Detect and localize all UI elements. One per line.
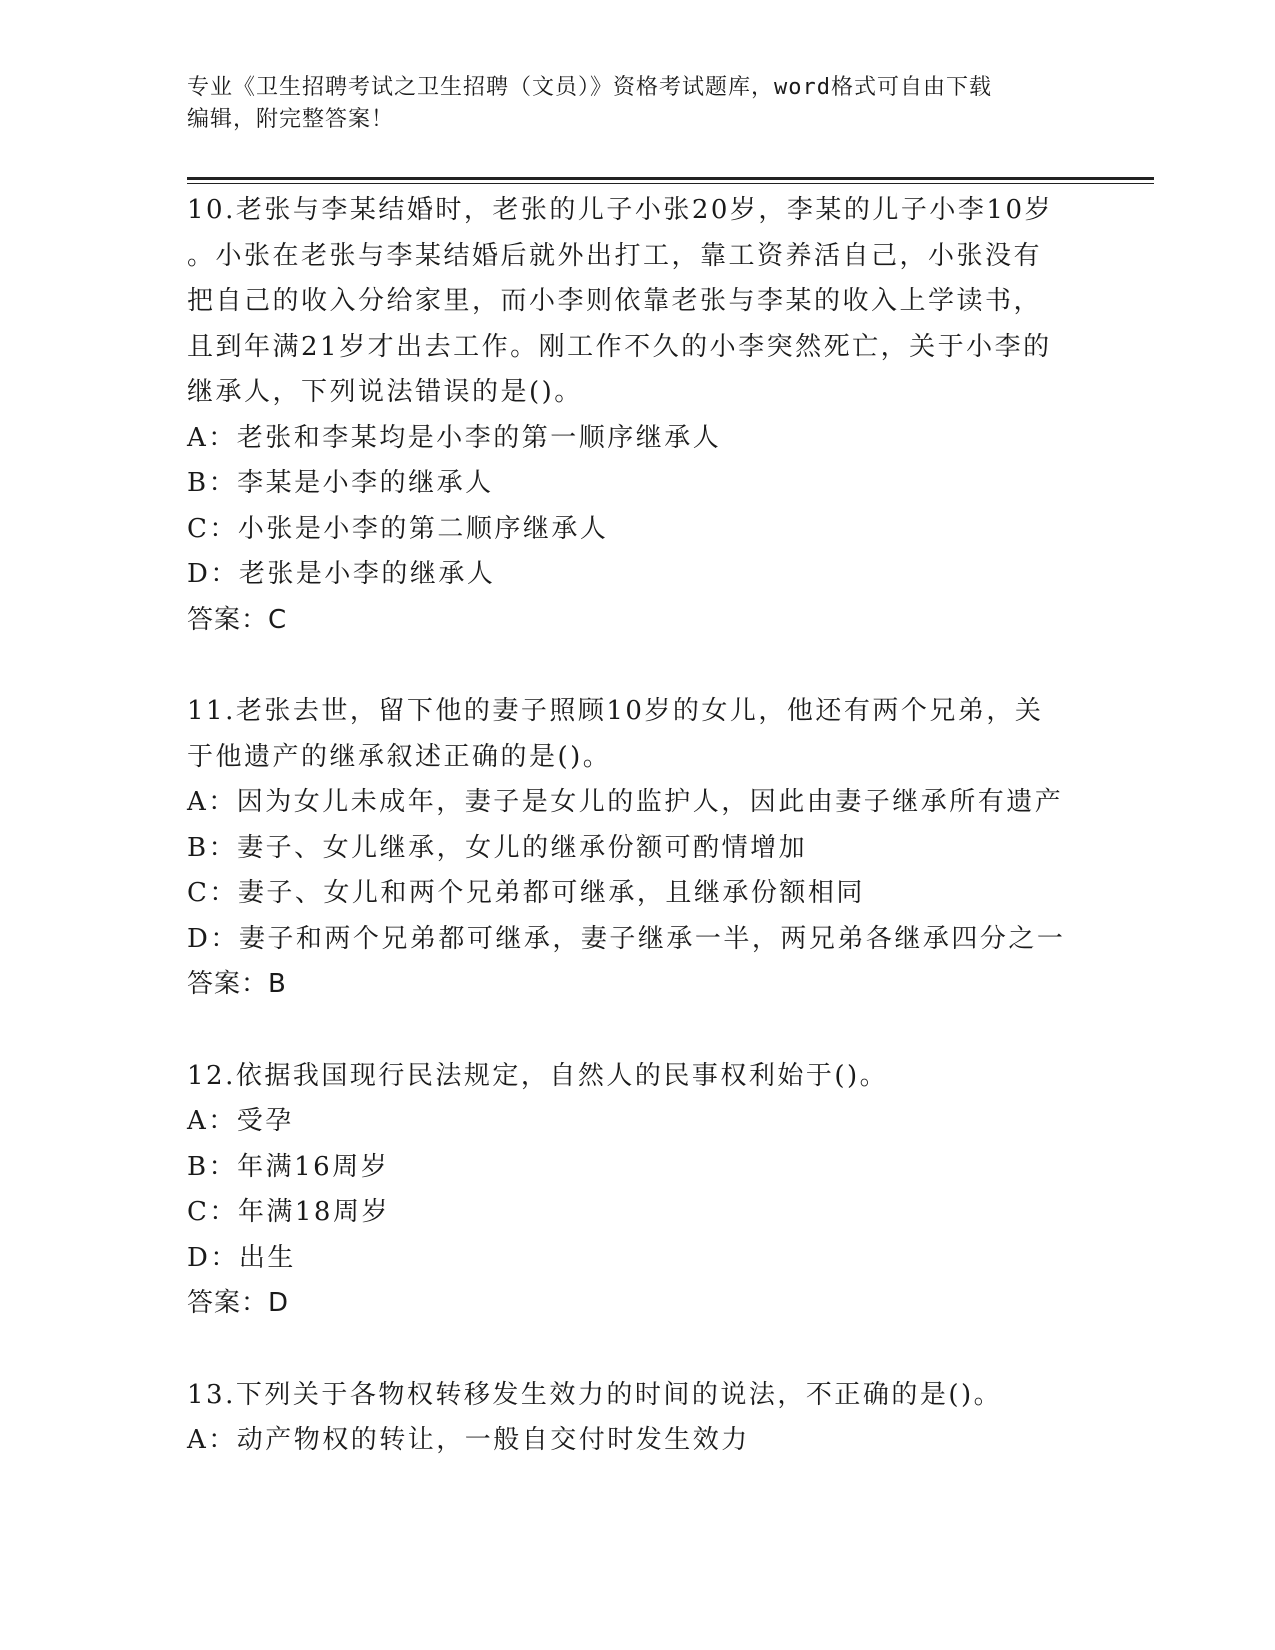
option-d: D：出生 xyxy=(187,1242,296,1273)
option-d: D：老张是小李的继承人 xyxy=(187,559,496,589)
option-c: C：小张是小李的第二顺序继承人 xyxy=(187,513,609,544)
answer-line: 答案：C xyxy=(187,604,288,635)
question-text-line: 于他遗产的继承叙述正确的是()。 xyxy=(187,741,612,772)
header-line-1: 专业《卫生招聘考试之卫生招聘（文员）》资格考试题库，word格式可自由下载 xyxy=(187,75,992,100)
question-12 xyxy=(187,1054,1077,1327)
header-rule-thick xyxy=(187,177,1154,180)
question-text-line: 。小张在老张与李某结婚后就外出打工，靠工资养活自己，小张没有 xyxy=(187,240,1043,271)
question-10 xyxy=(187,188,1077,643)
question-11 xyxy=(187,689,1077,1008)
question-text-line: 11.老张去世，留下他的妻子照顾10岁的女儿，他还有两个兄弟，关 xyxy=(187,696,1044,726)
question-list xyxy=(187,188,1077,1510)
answer-line: 答案：B xyxy=(187,969,287,999)
question-text-line: 且到年满21岁才出去工作。刚工作不久的小李突然死亡，关于小李的 xyxy=(187,331,1052,362)
option-c: C：妻子、女儿和两个兄弟都可继承，且继承份额相同 xyxy=(187,878,865,908)
question-text-line: 13.下列关于各物权转移发生效力的时间的说法，不正确的是()。 xyxy=(187,1379,1003,1410)
question-13 xyxy=(187,1373,1077,1464)
question-text-line: 继承人，下列说法错误的是()。 xyxy=(187,377,583,407)
question-text-line: 12.依据我国现行民法规定，自然人的民事权利始于()。 xyxy=(187,1060,889,1091)
header-rule-thin xyxy=(187,183,1154,184)
option-a: A：老张和李某均是小李的第一顺序继承人 xyxy=(187,422,722,453)
option-a: A：动产物权的转让，一般自交付时发生效力 xyxy=(187,1425,750,1455)
question-text-line: 把自己的收入分给家里，而小李则依靠老张与李某的收入上学读书， xyxy=(187,286,1043,316)
option-b: B：年满16周岁 xyxy=(187,1151,390,1182)
option-a: A：因为女儿未成年，妻子是女儿的监护人，因此由妻子继承所有遗产 xyxy=(187,787,1064,817)
answer-line: 答案：D xyxy=(187,1288,290,1318)
option-b: B：妻子、女儿继承，女儿的继承份额可酌情增加 xyxy=(187,832,808,863)
option-d: D：妻子和两个兄弟都可继承，妻子继承一半，两兄弟各继承四分之一 xyxy=(187,923,1066,954)
header-line-2: 编辑，附完整答案！ xyxy=(187,107,395,132)
option-a: A：受孕 xyxy=(187,1106,294,1136)
document-header xyxy=(187,72,1067,136)
question-text-line: 10.老张与李某结婚时，老张的儿子小张20岁，李某的儿子小李10岁 xyxy=(187,195,1054,225)
option-b: B：李某是小李的继承人 xyxy=(187,468,494,498)
option-c: C：年满18周岁 xyxy=(187,1197,390,1227)
